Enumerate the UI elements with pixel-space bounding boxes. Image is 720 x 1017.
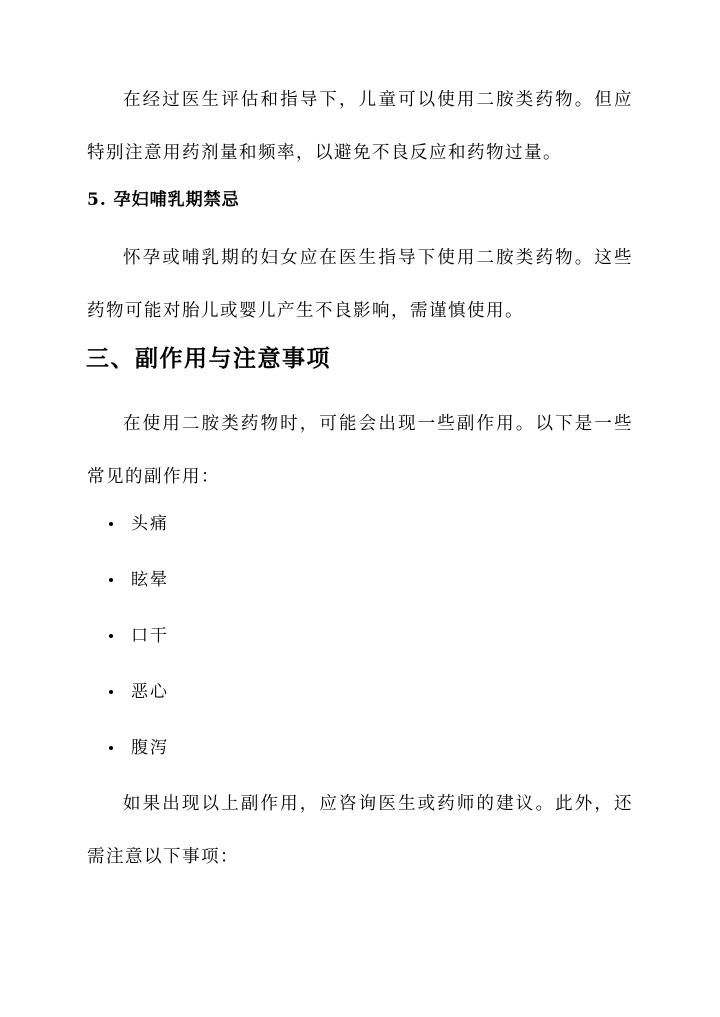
bullet-icon — [109, 578, 113, 582]
paragraph-consult-doctor: 如果出现以上副作用，应咨询医生或药师的建议。此外，还需注意以下事项： — [87, 794, 633, 867]
bullet-icon — [109, 746, 113, 750]
bullet-icon — [109, 690, 113, 694]
side-effect-label: 眩晕 — [131, 570, 169, 590]
paragraph-children-guidance: 在经过医生评估和指导下，儿童可以使用二胺类药物。但应特别注意用药剂量和频率，以避免不良反应和药物过量。 — [87, 90, 633, 163]
bullet-icon — [109, 634, 113, 638]
side-effect-label: 腹泻 — [131, 738, 169, 758]
section-title-side-effects: 三、副作用与注意事项 — [86, 345, 331, 372]
bullet-icon — [109, 522, 113, 526]
side-effect-label: 头痛 — [131, 514, 169, 534]
side-effect-label: 恶心 — [131, 682, 169, 702]
side-effect-label: 口干 — [131, 626, 169, 646]
paragraph-side-effects-intro: 在使用二胺类药物时，可能会出现一些副作用。以下是一些常见的副作用： — [87, 414, 633, 487]
paragraph-pregnancy: 怀孕或哺乳期的妇女应在医生指导下使用二胺类药物。这些药物可能对胎儿或婴儿产生不良影响，需谨慎使用。 — [87, 248, 633, 321]
subheading-pregnancy-contraindication: 5. 孕妇哺乳期禁忌 — [87, 190, 240, 210]
